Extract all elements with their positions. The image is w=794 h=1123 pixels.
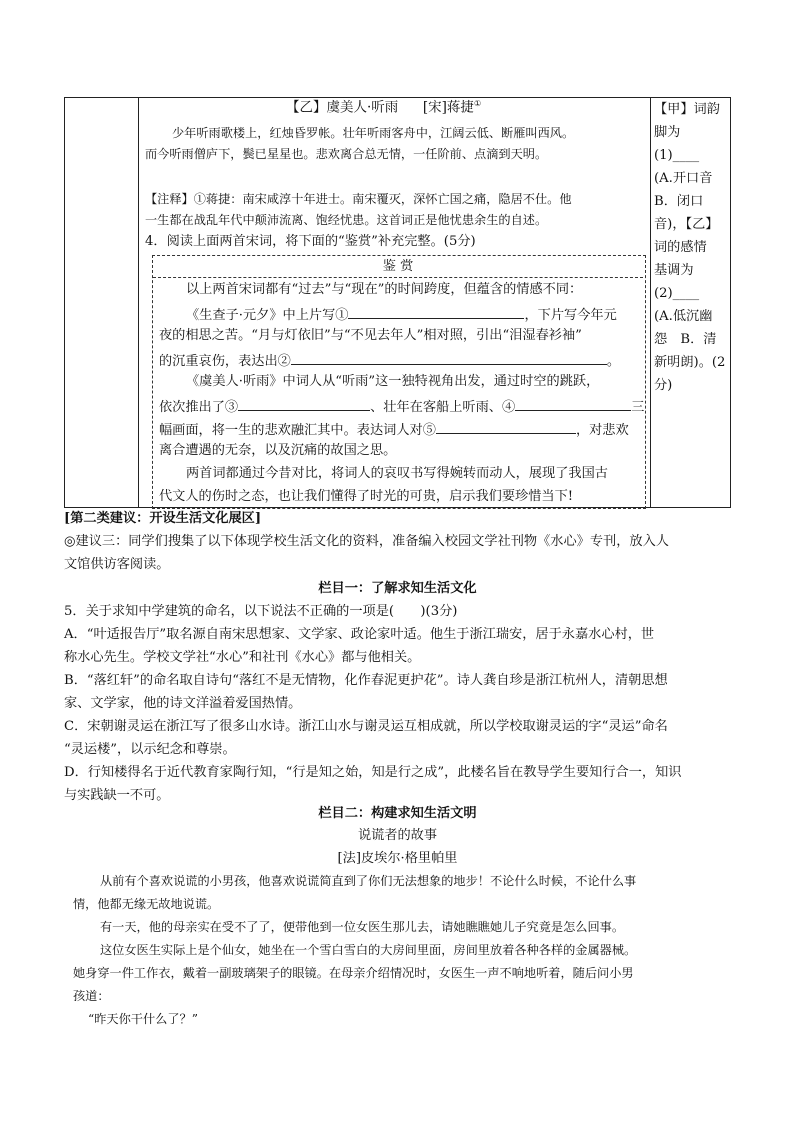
story-line-2: 情，他都无缘无故地说谎。 [73, 897, 220, 911]
appreciation-line-1: 以上两首宋词都有“过去”与“现在”的时间跨度，但蕴含的情感不同： [186, 282, 583, 297]
poem-line-2: 而今听雨僧庐下，鬓已星星也。悲欢离合总无情，一任阶前、点滴到天明。 [145, 147, 548, 161]
side-line-11: 怨 B．清 [654, 332, 717, 347]
side-line-12: 新明朗)。(2 [654, 355, 726, 370]
question-5: 5．关于求知中学建筑的命名，以下说法不正确的一项是( )(3分) [64, 604, 458, 619]
side-line-4: (A.开口音 [654, 171, 713, 186]
poem-note-mark: ① [473, 99, 482, 108]
story-line-3: 有一天，他的母亲实在受不了了，便带他到一位女医生那儿去，请她瞧瞧她儿子究竟是怎么回事。 [100, 920, 625, 934]
side-line-1: 【甲】词韵 [654, 102, 720, 117]
side-line-2: 脚为 [654, 125, 681, 140]
question-4: 4．阅读上面两首宋词，将下面的“鉴赏”补充完整。(5分) [145, 234, 476, 249]
side-line-5: B．闭口 [654, 194, 704, 209]
story-line-6: 孩道： [73, 989, 110, 1003]
story-title: 说谎者的故事 [357, 828, 438, 843]
line2-text-b: ，下片写今年元 [524, 308, 617, 323]
line6-text-c: 三 [631, 400, 645, 415]
note-line-1: 【注释】①蒋捷：南宋咸淳十年进士。南宋覆灭，深怀亡国之痛，隐居不仕。他 [145, 192, 572, 206]
appreciation-line-7 [159, 421, 629, 437]
appreciation-title: 鉴 赏 [382, 259, 414, 274]
table-border-top [64, 97, 731, 98]
story-line-5: 她身穿一件工作衣，戴着一副玻璃架子的眼镜。在母亲介绍情况时，女医生一声不响地听着，随后问小男 [73, 966, 634, 980]
side-line-8: 基调为 [654, 263, 694, 278]
option-a-line-2: 称水心先生。学校文学社“水心”和社刊《水心》都与他相关。 [64, 650, 421, 665]
table-border-left [64, 97, 65, 508]
option-b-line-1: B．“落红轩”的命名取自诗句“落红不是无情物，化作春泥更护花”。诗人龚自珍是浙江杭州人，清朝思想 [64, 673, 668, 688]
column2-title: 栏目二：构建求知生活文明 [318, 806, 477, 821]
story-line-4: 这位女医生实际上是个仙女，她坐在一个雪白雪白的大房间里面，房间里放着各种各样的金属器械。 [100, 943, 637, 957]
blank-3[interactable] [238, 398, 370, 411]
appreciation-line-10: 代文人的伤时之态，也让我们懂得了时光的可贵，启示我们要珍惜当下! [159, 489, 574, 504]
side-line-9: (2)____ [654, 286, 700, 301]
side-line-6: 音)，【乙】 [654, 217, 719, 232]
appreciation-line-5: 《虞美人·听雨》中词人从“听雨”这一独特视角出发，通过时空的跳跃， [186, 374, 600, 389]
poem-title: 【乙】虞美人·听雨 [286, 99, 399, 116]
appreciation-line-8: 离合遭遇的无奈，以及沉痛的故国之思。 [159, 443, 397, 458]
appreciation-line-2 [186, 306, 617, 322]
side-line-10: (A.低沉幽 [654, 309, 713, 324]
option-d-line-1: D．行知楼得名于近代教育家陶行知，“行是知之始，知是行之成”，此楼名旨在教导学生要知行合一，知识 [64, 765, 682, 780]
table-divider-2 [650, 97, 651, 508]
column1-title: 栏目一：了解求知生活文化 [318, 581, 477, 596]
option-b-line-2: 家、文学家，他的诗文洋溢着爱国热情。 [64, 696, 302, 711]
line6-text-a: 依次推出了③ [159, 400, 239, 415]
blank-2[interactable] [291, 352, 607, 365]
side-line-3: (1)____ [654, 148, 700, 163]
line4-text-b: 。 [606, 354, 621, 369]
poem-heading [286, 100, 481, 115]
line4-text-a: 的沉重哀伤，表达出② [159, 354, 291, 369]
side-line-7: 词的感情 [654, 240, 707, 255]
appreciation-line-4 [159, 352, 620, 368]
suggestion-line-2: 文馆供访客阅读。 [64, 557, 170, 572]
table-divider-1 [138, 97, 139, 508]
appreciation-line-3: 夜的相思之苦。“月与灯依旧”与“不见去年人”相对照，引出“泪湿春衫袖” [159, 328, 582, 343]
section2-heading: [第二类建议：开设生活文化展区] [64, 511, 262, 526]
line7-text-a: 幅画面，将一生的悲欢融汇其中。表达词人对⑤ [159, 423, 436, 438]
side-line-13: 分) [654, 378, 673, 393]
story-author: [法]皮埃尔·格里帕里 [337, 851, 458, 866]
blank-4[interactable] [515, 398, 631, 411]
blank-5[interactable] [436, 421, 576, 434]
option-c-line-2: “灵运楼”，以示纪念和尊崇。 [64, 742, 236, 757]
line2-text-a: 《生查子·元夕》中上片写① [186, 308, 349, 323]
blank-1[interactable] [348, 306, 524, 319]
table-border-right [730, 97, 731, 508]
story-line-1: 从前有个喜欢说谎的小男孩，他喜欢说谎简直到了你们无法想象的地步！不论什么时候，不论什么事 [100, 874, 637, 888]
appreciation-line-6 [159, 398, 644, 414]
option-c-line-1: C．宋朝谢灵运在浙江写了很多山水诗。浙江山水与谢灵运互相成就，所以学校取谢灵运的字“灵运”命名 [64, 719, 668, 734]
poem-line-1: 少年听雨歌楼上，红烛昏罗帐。壮年听雨客舟中，江阔云低、断雁叫西风。 [172, 126, 575, 140]
option-d-line-2: 与实践缺一不可。 [64, 788, 170, 803]
appreciation-line-9: 两首词都通过今昔对比，将词人的哀叹书写得婉转而动人，展现了我国古 [186, 466, 608, 481]
option-a-line-1: A．“叶适报告厅”取名源自南宋思想家、文学家、政论家叶适。他生于浙江瑞安，居于永嘉水心村，世 [64, 627, 655, 642]
suggestion-line-1: ◎建议三：同学们搜集了以下体现学校生活文化的资料，准备编入校园文学社刊物《水心》专刊，放入人 [64, 534, 669, 549]
appreciation-title-divider [153, 277, 643, 278]
line7-text-b: ，对悲欢 [575, 423, 629, 438]
poem-author: [宋]蒋捷 [422, 99, 474, 116]
line6-text-b: 、壮年在客船上听雨、④ [370, 400, 516, 415]
note-line-2: 一生都在战乱年代中颠沛流离、饱经忧患。这首词正是他忧患余生的自述。 [145, 213, 548, 227]
story-line-7: “昨天你干什么了？” [88, 1012, 198, 1026]
